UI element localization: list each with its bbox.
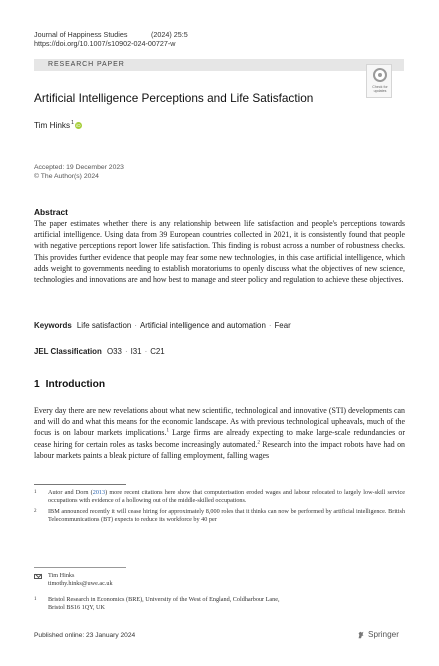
keyword-item: Life satisfaction — [76, 321, 132, 330]
keyword-item: Fear — [274, 321, 291, 330]
journal-header — [34, 30, 404, 48]
published-online: Published online: 23 January 2024 — [34, 632, 136, 639]
affiliation-number: 1 — [34, 597, 37, 602]
keyword-separator: · — [134, 321, 137, 330]
section-title: Introduction — [45, 379, 106, 390]
contact-name: Tim Hinks — [48, 572, 75, 579]
keywords — [34, 321, 404, 331]
accepted-date: Accepted: 19 December 2023 — [34, 164, 124, 171]
jel-code: I31 — [130, 347, 142, 356]
jel-classification — [34, 347, 404, 357]
body-text-part: Large firms are already expecting to make large-scale redundancies or cease hiring for certain roles as tasks become increasingly automated. — [34, 428, 405, 449]
section-heading-introduction — [34, 379, 105, 390]
footnote-number: 1 — [34, 490, 37, 495]
body-text-part: Every day there are new revelations about what new scientific, technological and innovative (STI) developments can and will do and what this means for the economic landscape. As with previous technological upheavals, much of the focus is on labour markets implications. — [34, 406, 405, 438]
abstract-text: The paper estimates whether there is any relationship between life satisfaction and people's perceptions towards artificial intelligence. Using data from 39 European countries collected in 2021, it is consistently found that people with negative perceptions report lower life satisfaction. This finding is robust across a number of robustness checks. This provides further evidence that people may fear some new technologies, in this case artificial intelligence, which adds weight to governments needing to establish moratoriums to openly discuss what the objectives of new science, technologies and innovations are and how best to manage and steer policy and regulation to achieve these objectives. — [34, 219, 405, 285]
corresponding-author — [34, 572, 113, 589]
section-number: 1 — [34, 379, 40, 390]
article-dates — [34, 164, 124, 181]
body-text-part: Research into the impact robots have had on labour markets paints a bleak picture of falling employment, falling wages — [34, 439, 405, 460]
affiliation — [34, 596, 404, 613]
author-name[interactable]: Tim Hinks — [34, 121, 71, 130]
footnotes — [34, 489, 405, 527]
footnote-divider — [34, 484, 126, 485]
citation-link[interactable]: 2013 — [92, 489, 106, 496]
journal-name: Journal of Happiness Studies — [34, 30, 128, 39]
crossmark-text: Check for updates — [372, 85, 388, 94]
footnote-ref-1[interactable]: 1 — [166, 428, 169, 434]
footnote-1 — [34, 489, 405, 506]
affiliation-line: Bristol Research in Economics (BRE), University of the West of England, Coldharbour Lane, — [48, 596, 280, 603]
orcid-icon[interactable]: iD — [76, 123, 81, 128]
footnote-text: IBM announced recently it will cease hiring for approximately 8,000 roles that it thinks can now be performed by artificial intelligence. British Telecommunications (BT) expects to reduce its workforce by 40 per — [48, 507, 405, 524]
article-title: Artificial Intelligence Perceptions and Life Satisfaction — [34, 91, 314, 105]
crossmark-icon — [373, 68, 387, 82]
envelope-icon — [34, 574, 42, 580]
jel-label: JEL Classification — [34, 347, 102, 356]
introduction-paragraph — [34, 405, 405, 461]
footnote-2 — [34, 508, 405, 525]
contact-email[interactable]: timothy.hinks@uwe.ac.uk — [48, 580, 113, 588]
keyword-separator: · — [268, 321, 272, 330]
footnote-ref-2[interactable]: 2 — [257, 439, 260, 445]
contact-divider — [34, 567, 126, 568]
article-type-label: RESEARCH PAPER — [48, 61, 125, 68]
article-type-bar — [34, 59, 404, 71]
affiliation-line: Bristol BS16 1QY, UK — [48, 604, 105, 612]
author-line — [34, 121, 82, 131]
jel-code: C21 — [150, 347, 165, 356]
keyword-item: Artificial intelligence and automation — [139, 321, 266, 330]
abstract-heading: Abstract — [34, 207, 68, 217]
jel-separator: · — [124, 347, 128, 356]
springer-logo — [357, 630, 399, 639]
crossmark-badge[interactable] — [366, 64, 392, 98]
publisher-name: Springer — [368, 630, 399, 639]
springer-horse-icon — [357, 631, 365, 639]
jel-separator: · — [144, 347, 148, 356]
keywords-label: Keywords — [34, 321, 72, 330]
footnote-text: Autor and Dorn ( — [48, 489, 93, 496]
author-affiliation-mark: 1 — [71, 120, 74, 126]
journal-volume: (2024) 25:5 — [151, 30, 188, 39]
jel-code: O33 — [107, 347, 122, 356]
footnote-text: ) more recent citations here show that computerisation eroded wages and labour relocated to largely low-skill service occupations with evidence of a hollowing out of the middle-skilled occupations. — [48, 489, 405, 505]
doi-link[interactable]: https://doi.org/10.1007/s10902-024-00727-w — [34, 39, 176, 48]
footnote-number: 2 — [34, 508, 37, 514]
copyright-line: © The Author(s) 2024 — [34, 172, 99, 180]
